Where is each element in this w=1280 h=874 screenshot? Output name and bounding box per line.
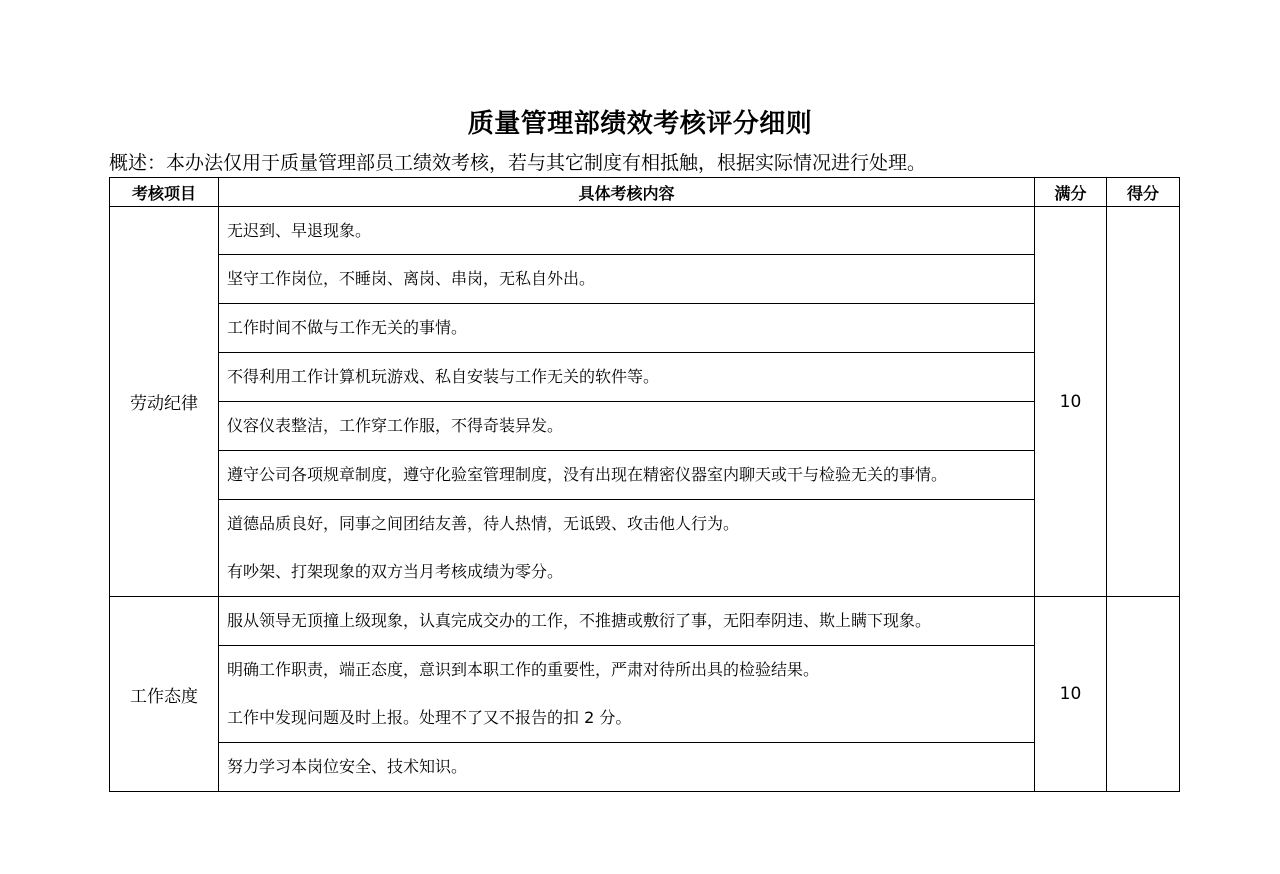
header-item: 考核项目 [110,178,219,207]
score-cell[interactable] [1107,207,1180,597]
content-line: 努力学习本岗位安全、技术知识。 [227,757,468,776]
content-line: 工作时间不做与工作无关的事情。 [227,318,468,337]
content-line: 明确工作职责，端正态度，意识到本职工作的重要性，严肃对待所出具的检验结果。 [227,660,820,679]
table-row [110,304,1180,353]
table-row [110,207,1180,255]
table-row [110,743,1180,792]
assessment-table [109,177,1180,792]
table-row [110,451,1180,500]
content-cell [219,353,1035,402]
document-summary: 概述：本办法仅用于质量管理部员工绩效考核，若与其它制度有相抵触，根据实际情况进行处理。 [109,152,927,174]
content-cell [219,207,1035,255]
content-cell [219,451,1035,500]
table-row [110,597,1180,646]
table-header-row [110,178,1180,207]
content-cell [219,743,1035,792]
section-item-discipline: 劳动纪律 [110,207,219,597]
content-cell [219,304,1035,353]
content-cell [219,255,1035,304]
table-row [110,353,1180,402]
table-row [110,646,1180,743]
content-line: 不得利用工作计算机玩游戏、私自安装与工作无关的软件等。 [227,367,660,386]
full-score-cell: 10 [1035,597,1107,792]
content-line: 工作中发现问题及时上报。处理不了又不报告的扣 2 分。 [227,708,632,727]
content-line: 坚守工作岗位，不睡岗、离岗、串岗，无私自外出。 [227,269,596,288]
content-line: 仪容仪表整洁，工作穿工作服，不得奇装异发。 [227,416,564,435]
content-line: 道德品质良好，同事之间团结友善，待人热情，无诋毁、攻击他人行为。 [227,514,740,533]
table-row [110,500,1180,597]
full-score-cell: 10 [1035,207,1107,597]
content-line: 无迟到、早退现象。 [227,221,372,240]
content-line: 服从领导无顶撞上级现象，认真完成交办的工作，不推搪或敷衍了事，无阳奉阴违、欺上瞒下现象。 [227,611,932,630]
header-content: 具体考核内容 [219,178,1035,207]
content-cell [219,646,1035,743]
content-line: 有吵架、打架现象的双方当月考核成绩为零分。 [227,562,564,581]
score-cell[interactable] [1107,597,1180,792]
header-full-score: 满分 [1035,178,1107,207]
header-score: 得分 [1107,178,1180,207]
table-row [110,255,1180,304]
content-cell [219,597,1035,646]
content-line: 遵守公司各项规章制度，遵守化验室管理制度，没有出现在精密仪器室内聊天或干与检验无关的事情。 [227,465,948,484]
table-row [110,402,1180,451]
section-item-attitude: 工作态度 [110,597,219,792]
content-cell [219,500,1035,597]
document-title: 质量管理部绩效考核评分细则 [467,109,813,139]
content-cell [219,402,1035,451]
